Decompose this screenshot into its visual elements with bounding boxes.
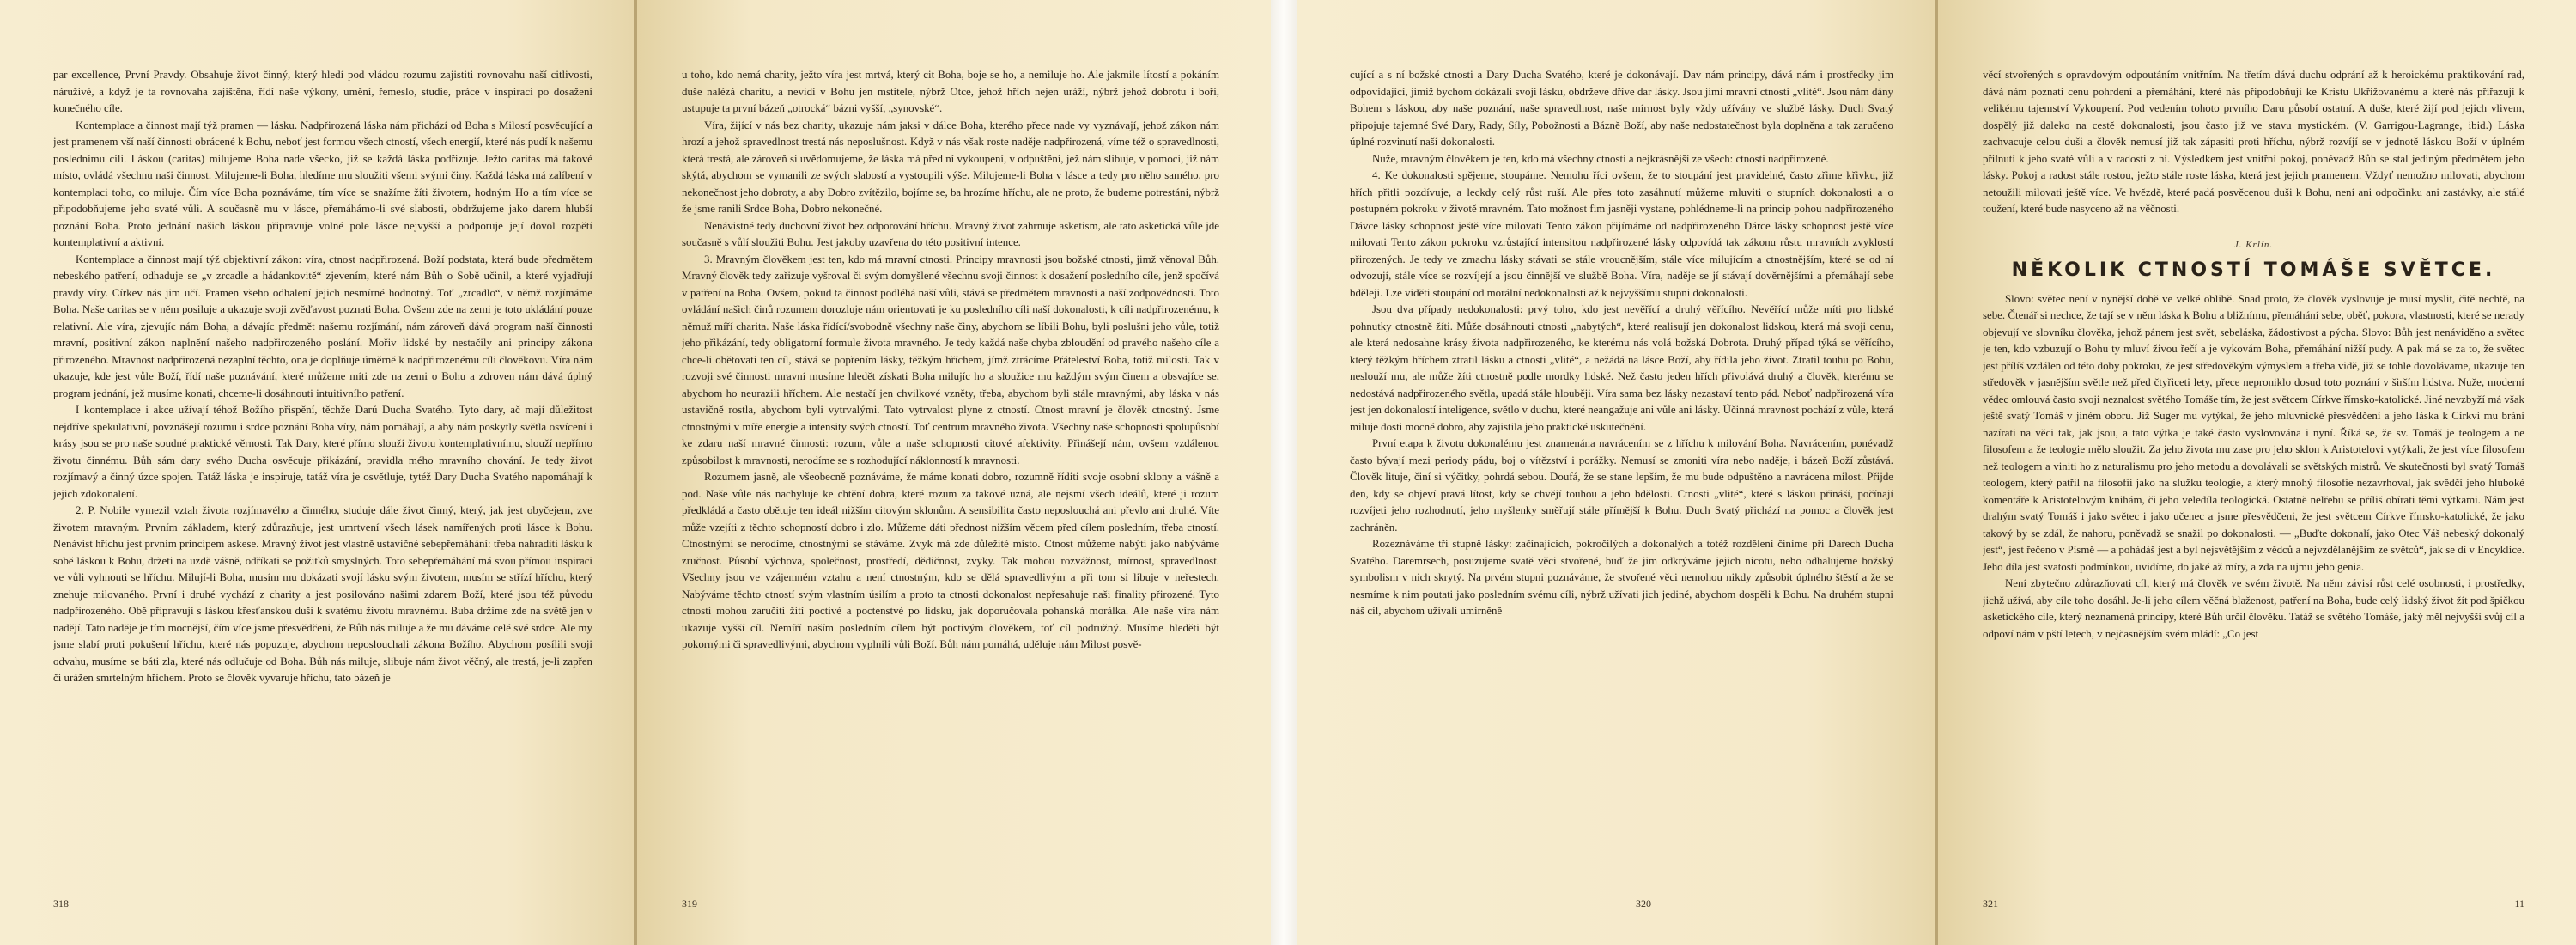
page-318: [0, 0, 634, 945]
paragraph: věcí stvořených s opravdovým odpoutáním vnitřním. Na třetím dává duchu odprání až k heroickému praktikování rad, dává nám poznati cenu pohrdení a přemáhání, které nás připodobňují ke Kristu Ukřižovanému a které nás přiřazují k velikému tajemství Vykoupení. Pod vedením tohoto prvního Daru působí ostatní. A duše, které žijí pod jejich vlivem, dospělý již daleko na cestě dokonalosti, jsou často již ve stavu mystickém. (V. Garrigou-Lagrange, ibid.) Láska zachvacuje celou duši a člověk nemusí již tak zápasiti proti hříchu, nýbrž rozvíjí se v jednotě láskou Boží v úplném přilnutí k jeho svaté vůli a v radosti z ní. Výsledkem jest vnitřní pokoj, ponévadž Bůh se stal jediným předmětem jeho lásky. Pokoj a radost stále rostou, ježto stále roste láska, která jest jejich pramenem. Vždyť nemožno milovati, abychom netoužili milovati ještě více. Ve hvězdě, které padá posvěcenou duši k Bohu, není ani odpočinku ani zastávky, ale stálé toužení, které bude nasyceno až na věčnosti.: [1983, 69, 2524, 215]
page-319: [637, 0, 1271, 945]
page-320-text: [1350, 67, 1893, 892]
article-title: NĚKOLIK CTNOSTÍ TOMÁŠE SVĚTCE.: [2011, 259, 2496, 281]
page-number: 318: [53, 898, 69, 910]
paragraph: Kontemplace a činnost mají týž objektivní zákon: víra, ctnost nadpřirozená. Boží podstata, která bude předmětem nebeského patření, odhaduje se „v zrcadle a hádankovitě“ zjevením, které nám Bůh o Sobě učinil, a které vyjadřují pravdy víry. Církev nás jim učí. Pramen všeho odhalení jejich nesmírné hodnotný. Toť „zrcadlo“, v němž rozjímáme Boha. Naše caritas se v něm posiluje a ukazuje svoji zvěďavost poznati Boha. Ovšem zde na zemi je toto ukládání pouze relativní. Ale víra, zjevujíc nám Boha, a dávajíc předmět našemu rozjímání, nám zároveň dává program naší činnosti mravní, positivní zákon naplnění našeho nadpřirozeného poslání. Mořiv lidské by nestačily ani principy zákona přirozeného. Mravnost nadpřirozená nezaplní těchto, ona je doplňuje úměrně k nadpřirozenému cíli člověkovu. Víra nám ukazuje, kde jest vůle Boží, řídí naše poznávání, které můžeme míti zde na zemi o Bohu a zdroven nám dává úplný program jednání, jež musíme konati, chceme-li dosáhnouti intuitivního patření.: [53, 253, 592, 399]
paragraph: Slovo: světec není v nynější době ve velké oblibě. Snad proto, že člověk vyslovuje je musí myslit, čitě nechtě, na sebe. Čtenář si nechce, že tají se v něm láska k Bohu a bližnímu, přemáhání sebe, oběť, pokora, vlastnosti, které se nerady objevují ve slovníku člověka, jehož pánem jest svět, sebeláska, žádostivost a pýcha. Slovo: Bůh jest nenáviděno a světec je ten, kdo vzbuzují o Bohu ty mluví živou řečí a je vykovám Boha, přemáhání nižší pudy. A pak má se za to, že světec jest přílíš vzdálen od této doby pokroku, že jest středověkým výmyslem a třeba vidě, již se tohle dovolávame, ukazuje ten středověk v jasnějším světle než před čtyřiceti lety, přece neproniklo dosud toto poznání v širším lidstva. Nuže, moderní vědec omlouvá často svoji neznalost světého Tomáše tím, že jest světcem Církve římsko-katolické. Jiné nevzbyží má však ještě svatý Tomáš v jiném oboru. Již Suger mu vytýkal, že jeho mluvnické přesvědčení a jeho láska k Církvi mu brání nazírati na věci tak, jak jsou, a tato výtka je také často vyslovována i nyní. Říká se, že sv. Tomáš je teologem a ne filosofem a že teologie mělo sloužit. Za jeho života mu zase pro jeho sklon k Aristotelovi vytýkali, že jest více filosofem než teologem a viniti ho z naturalismu pro jeho metodu a dovolávali se světských mistrů. Ve skutečnosti byl svatý Tomáš teologem, který patřil na filosofii jako na služku teologie, a který mnohý filosofie nezavrhoval, jak svědčí jeho hluboké komentáře k Aristotelovým knihám, či jeho veledíla teologická. Ostatně nelřebu se příliš obírati těmi výtkami. Nám jest drahým svatý Tomáš i jako světec i jako učenec a jsme přesvědčeni, že jest světcem Církve římsko-katolické, že jako takový by se zdál, že nahoru, poněvadž se snažil po dokonalosti. — „Buďte dokonalí, jako Otec Váš nebeský dokonalý jest“, jest řečeno v Písmě — a pohádáš jest a byl nejsvětějším z vědců a nejvzdělanějším ze světců“, jak se dí v Encyklice. Jeho díla jest svatosti podmínkou, uvidíme, do jaké až míry, a zda na ujmu jeho genia.: [1983, 292, 2524, 573]
paragraph: Víra, žijící v nás bez charity, ukazuje nám jaksi v dálce Boha, kterého přece nade vy vyznávají, jehož zákon nám hrozí a jehož spravedlnost trestá nás neposlušnost. Když v nás však roste naděje nadpřirozená, víme též o spravedlnosti, která trestá, ale zároveň si uvědomujeme, že láska má před ní vykoupení, v odpuštění, jež nám slibuje, v pomoci, jíž nám skýtá, abychom se vymanili ze svých slabostí a vystoupili výše. Milujeme-li Boha v lásce a tedy pro něho samého, pro nekonečnost jeho dobroty, a aby Dobro zvítězilo, bojíme se, ba hrozíme hříchu, ale ne proto, že budeme potrestáni, nýbrž že jsme ranili Srdce Boha, Dobro nekonečné.: [682, 119, 1219, 215]
paragraph: u toho, kdo nemá charity, ježto víra jest mrtvá, který cit Boha, boje se ho, a nemiluje ho. Ale jakmile lítostí a pokáním duše nalézá charitu, a nevidí v Bohu jen mstitele, nýbrž Otce, jehož hřích nejen uráží, nýbrž jehož dobrotu i boří, ustupuje ta první bázeň „otrocká“ bázni vyšší, „synovské“.: [682, 69, 1219, 114]
paragraph: cující a s ní božské ctnosti a Dary Ducha Svatého, které je dokonávají. Dav nám principy, dává nám i prostředky jim odpovídající, jimiž bychom dokázali svoji lásku, obdrževe dříve dar lásky. Jsou jimi mravní ctnosti „vlité“. Jsou nám dány Bohem s láskou, aby naše poznání, naše spravedlnost, naše mírnost byly vždy užívány ve službě lásky. Duch Svatý připojuje tajemné Své Dary, Rady, Síly, Pobožnosti a Bázně Boží, aby naše nedostatečnost byla doplněna a tak zaručeno úplné rozvinutí naší dokonalosti.: [1350, 69, 1893, 148]
left-spread: [0, 0, 1271, 945]
paragraph: Rozeznáváme tři stupně lásky: začínajících, pokročilých a dokonalých a totéž rozdělení činíme při Darech Ducha Svatého. Daremrsech, posuzujeme svatě věci stvořené, buď že jim odkrýváme jejich nicotu, nebo odhalujeme božský symbolism v nich skrytý. Na prvém stupni poznáváme, že stvořené věci nemohou nikdy způsobit úplného štěstí a že se nesmíme k nim poutati jako posledním svému cíli, nýbrž užívati jich jediné, abychom dospěli k Bohu. Na druhém stupni náš cíl, abychom užívali umírněně: [1350, 538, 1893, 617]
page-320: [1297, 0, 1935, 945]
paragraph: I kontemplace i akce užívají téhož Božího přispění, těchže Darů Ducha Svatého. Tyto dary, ač mají důležitost nejdříve spekulativní, povznášejí rozumu i srdce poznání Boha víry, nám pomáhají, a aby nám poskytly světla osvícení i krásy jsou se pro naše soudné praktické věrnosti. Tak Dary, které přímo slouží životu kontemplativnímu, slouží nepřímo životu činnému. Bůh sám dary svého Ducha osvěcuje přikázání, pravidla mého mravního chování. Je tedy život rozjímavý a činný úzce spojen. Tatáž láska je inspiruje, tatáž víra je osvětluje, tytéž Dary Ducha Svatého napomáhají k jejich zdokonalení.: [53, 404, 592, 500]
paragraph: Není zbytečno zdůrazňovati cíl, který má člověk ve svém životě. Na něm závisí růst celé osobnosti, i prostředky, jichž užívá, aby cíle toho dosáhl. Je-li jeho cílem věčná blaženost, patření na Boha, bude celý lidský život žít pod špičkou asketického cíle, který neznamená principy, které Bůh určil člověku. Tatáž se světého Tomáše, jaký měl nejvyšší svůj cíl a odpoví nám v pští letech, v nejčasnějším svém mládí: „Co jest: [1983, 577, 2524, 640]
paragraph: 4. Ke dokonalosti spějeme, stoupáme. Nemohu říci ovšem, že to stoupání jest pravidelné, často zřime křivku, již hřích přitli pozdívuje, a leckdy celý růst ruší. Ale přes toto zasáhnutí můžeme mluviti o stupních dokonalosti a o postupném pokroku v životě mravném. Tato možnost fim jasněji vystane, pohlédneme-li na princip pohou nadpřirozeného Dávce lásky schopnost ještě více milovati Tento zákon přijímáme od nadpřirozeného Dárce lásky schopnost ještě více milovati Tento zákon pokroku vzrůstající intensitou nadpřirozené lásky odpovídá tak zákonu růstu mravních zvyklostí přirozených. Je tedy ve zmachu lásky stávati se stále vroucnějším, stále více milujícím a ctnostnějším, které se od ní odvozují, stále více se rozvíjejí a jsou činnější ve službě Boha. Víra, naděje se jí stávají dověrnějšími a přemáhají sebe bděleji. Lze viděti stoupání od morální nedokonalosti až k nejvyššímu stupni dokonalosti.: [1350, 169, 1893, 299]
signature-mark: 11: [2514, 898, 2524, 910]
paragraph: Nenávistné tedy duchovní život bez odporování hříchu. Mravný život zahrnuje asketism, ale tato asketická vůle jde současně s vůlí sloužiti Bohu. Jest jakoby uzavřena do této positivní intence.: [682, 219, 1219, 248]
page-number: 320: [1636, 898, 1651, 910]
page-319-text: [682, 67, 1219, 892]
paragraph: První etapa k životu dokonalému jest znamenána navrácením se z hříchu k milování Boha. Navrácením, ponévadž často bývají mezi periody pádu, boj o vítězství i porážky. Nemusí se zmoniti víra nebo naděje, i bázeň Boží zůstává. Člověk lituje, činí si výčitky, pohrdá sebou. Doufá, že se stane lepším, že mu bude odpuštěno a navrácena milost. Přijde den, kdy se objeví pravá lítost, kdy se chvějí touhou a jeho bdělosti. Ctnosti „vlité“, které s láskou přináší, počínají rozvíjeti jeho rozhodnutí, jeho myšlenky směřují stále přímější k Bohu. Duch Svatý přichází na pomoc a člověk jest zachráněn.: [1350, 437, 1893, 533]
page-321: [1938, 0, 2576, 945]
paragraph: Nuže, mravným člověkem je ten, kdo má všechny ctnosti a nejkrásnější ze všech: ctnosti nadpřirozené.: [1372, 152, 1829, 165]
page-number: 321: [1983, 898, 1998, 910]
page-318-text: [53, 67, 592, 892]
paragraph: 3. Mravným člověkem jest ten, kdo má mravní ctnosti. Principy mravnosti jsou božské ctnosti, jimž věnoval Bůh. Mravný člověk tedy zařizuje vyšroval či svým domyšlené všechnu svoji činnost k dosažení posledního cíle, jenž spočívá v patření na Boha. Ovšem, pokud ta činnost podléhá naší vůli, stává se předmětem mravnosti a naší zodpovědnosti. Toto ovládání našich činů rozumem dorozluje nám orientovati je ku posledního cíli naší dokonalosti, k cíli nadpřirozenému, k němuž míří charita. Naše láska řídící/svobodně všechny naše činy, abychom se líbili Bohu, byli poslušni jeho vůle, totiž jeho přikázání, tedy obligatorní formule života mravného. Je tedy každá naše chyba zbloudění od pravého našeho cíle a chce-li obětovati ten cíl, stává se popřením lásky, těžkým hříchem, jímž ztrácíme Přáteleství Boha, totiž milosti. Tak v rozvoji své činnosti mravní musíme hledět získati Boha milujíc ho a sloužice mu každým svým činem a obsvajíce se, abychom ho neurazili hříchem. Ale nestačí jen chvilkové vzněty, třeba, abychom byli stále mravnými, aby láska v nás ustavičně rostla, abychom byli vytrvalými. Tato vytrvalost plyne z ctností. Ctnost mravní je člověk ctnostný. Jsme ctnostnými v míře energie a intensity svých ctností. Toť centrum mravného života. Všechny naše schopnosti spolupůsobí ke zdaru naší mravné činnosti: rozum, vůle a naše schopnosti citové afektivity. Přinášejí nám, ovšem vzdálenou způsobilost k mravnosti, nerodíme se s rozhodující náklonností k mravnosti.: [682, 253, 1219, 466]
paragraph: Jsou dva případy nedokonalosti: prvý toho, kdo jest nevěřící a druhý věřícího. Nevěřící může míti pro lidské pohnutky ctnostně žíti. Může dosáhnouti ctnosti „nabytých“, které realisují jen dokonalost lidskou, která má svoji cenu, ale která nedosahne krásy života nadpřirozeného, ke kterému nás volá božská Dobrota. Druhý případ týká se věřícího, který těžkým hříchem ztratil lásku a ctnosti „vlité“, a nežádá na lásce Boží, aby řídila jeho život. Ztratil touhu po Bohu, neslouží mu, ale může žíti ctnostně podle mordky lidské. Než často jeden hřích přivolává druhý a člověk, kterému se nedostává nadpřirozeného světla, upadá stále hlouběji. Víra sama bez lásky nezastaví tento pád. Neboť nadpřirozená víra jest jen dokonalostí inteligence, světlo v duchu, které neangažuje ani vůle ani lásky. Účinná mravnost pochází z vůle, která miluje dosti mocné dobro, aby zajistila jeho praktické uskutečnění.: [1350, 303, 1893, 433]
page-321-text: [1983, 67, 2524, 892]
paragraph: Rozumem jasně, ale všeobecně poznáváme, že máme konati dobro, rozumně říditi svoje osobní sklony a vášně a pod. Naše vůle nás nachyluje ke chtění dobra, které rozum za takové uzná, ale nejsmí všech ideálů, které ji rozum předkládá a často obětuje ten ideál nižším citovým sklonům. A sensibilita často neposlouchá ani převlo ani druhé. Víte může vzejíti z těchto schopností dobro i zlo. Můžeme dáti přednost nižším věcem před cílem posledním, třeba ctností. Ctnostnými se nerodíme, ctnostnými se stáváme. Zvyk má zde důležité místo. Ctnost můžeme nabýti jako nabýváme zručnost. Působí výchova, společnost, prostředí, dědičnost, zvyky. Tak mohou rozvážnost, mírnost, spravedlnost. Všechny jsou ve vzájemném vztahu a není ctnostným, kdo se dělá spravedlivým a při tom si libuje v neřestech. Nabýváme těchto ctností svým vlastním úsilím a proto ta ctnosti dokonalost nepřesahuje naši finality přirozené. Tyto ctnosti mohou zaručiti žití poctivé a poctenstvé po lidsku, jak doporučovala pohanská morálka. Ale naše víra nám ukazuje vyšší cíl. Nemíří naším posledním cílem být poctivým člověkem, toť cíl podružný. Musíme hleděti být pokornými či spravedlivými, abychom vyplnili vůli Boží. Bůh nám pomáhá, uděluje nám Milost posvě-: [682, 471, 1219, 650]
paragraph: 2. P. Nobile vymezil vztah života rozjímavého a činného, studuje dále život činný, který, jak jest obyčejem, zve životem mravným. Prvním základem, který zdůrazňuje, jest umrtvení všech lásek namířených proti lásce k Bohu. Nenávist hříchu jest prvním principem askese. Mravný život jest vlastně ustavičné sebepřemáhání: třeba nahraditi lásku k sobě láskou k Bohu, držeti na uzdě vášně, odříkati se požitků smyslných. Toto sebepřemáhání má svou přímou inspiraci ve vůli vyhnouti se hříchu. Milují-li Boha, musím mu dokázati svojí lásku svým životem, musím se střízí hříchu, který znehuje milovaného. První i druhé vychází z charity a jest posilováno našimi zdarem Boží, které jsou též původu nadpřirozeného. Obě připravují s láskou křesťanskou duši k svatému životu mravnému. Buba držíme zde na světě jen v nadějí. Tato naděje je tím mocnější, čím více jsme přesvědčeni, že Bůh nás miluje a že mu dáváme celé své srdce. Ale my jsme slabí proti pokušení hříchu, které nás popuzuje, abychom neposlouchali zákona Božího. Abychom posílili svoji odvahu, musíme se báti zla, které nás odlučuje od Boha. Bůh nás miluje, slibuje nám život věčný, ale trestá, je-li zapřen či urážen smrtelným hříchem. Proto se člověk vyvaruje hříchu, tato bázeň je: [53, 504, 592, 684]
paragraph: par excellence, První Pravdy. Obsahuje život činný, který hledí pod vládou rozumu zajistiti rovnovahu naší citlivosti, náruživé, a když je ta rovnovaha zajištěna, řídí naše výkony, umění, řemeslo, studie, práce v inspiraci po dosažení konečného cíle.: [53, 69, 592, 114]
paragraph: Kontemplace a činnost mají týž pramen — lásku. Nadpřirozená láska nám přichází od Boha s Milostí posvěcující a jest pramenem vší naší činnosti obrácené k Bohu, neboť jest formou všech ctností, všech energií, které nás pudí k našemu poslednímu cíli. Láskou (caritas) milujeme Boha nade všecko, již se každá láska podřizuje. Ježto caritas má takové místo, ovládá všechnu naši činnost. Milujeme-li Boha, hledíme mu sloužiti všemi svými činy. Každá láska má zalíbení v kontemplaci toho, co miluje. Čím více Boha poznáváme, tím více se snažíme žíti životem, hodným Ho a tím více se připodobňujeme jeho svaté vůli. A současně mu v lásce, přemáhámo-li své slabosti, obdržujeme jako darem hlubší poznání Boha. Proto jednání našich láskou připravuje volné pole lásce nejvyšší a podporuje její dovol rozpětí kontemplativní a aktivní.: [53, 119, 592, 248]
right-spread: [1297, 0, 2576, 945]
article-author: J. Krlín.: [2233, 239, 2274, 250]
page-number: 319: [682, 898, 697, 910]
spread-separator: [1271, 0, 1297, 945]
